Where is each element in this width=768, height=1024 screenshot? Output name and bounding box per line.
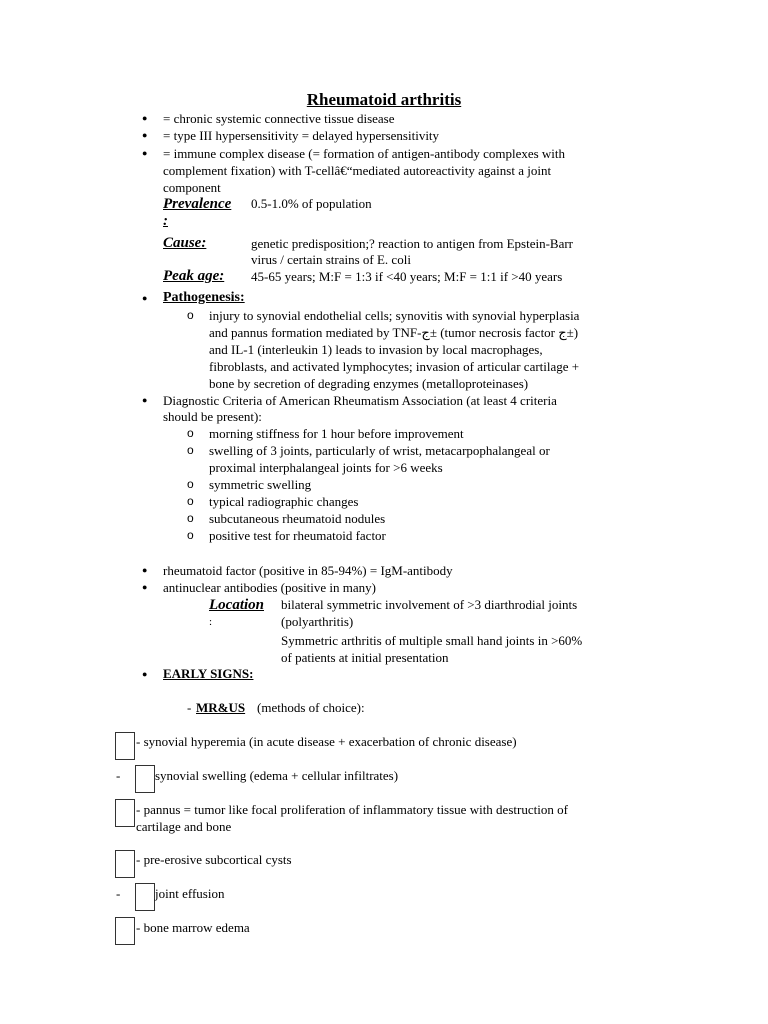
image-placeholder-box — [135, 765, 155, 793]
intro-line-5: component — [163, 180, 221, 195]
early-sign-item: synovial swelling (edema + cellular infiltrates) — [155, 768, 399, 783]
pathogenesis-line-4: fibroblasts, and activated lymphocytes; invasion of articular cartilage + — [209, 359, 580, 374]
image-placeholder-box — [135, 883, 155, 911]
criteria-item: positive test for rheumatoid factor — [209, 528, 386, 543]
location-line-1: bilateral symmetric involvement of >3 diarthrodial joints — [281, 597, 578, 612]
early-sign-item: - pre-erosive subcortical cysts — [136, 852, 292, 867]
bullet-icon: ● — [142, 130, 148, 140]
mrus-label: MR&US — [196, 700, 246, 715]
early-signs-label: EARLY SIGNS: — [163, 666, 254, 681]
peak-age-label: Peak age: — [163, 268, 225, 284]
bullet-icon: ● — [142, 669, 148, 679]
intro-line-3: = immune complex disease (= formation of antigen-antibody complexes with — [163, 146, 566, 161]
circle-bullet-icon: o — [187, 477, 194, 491]
intro-line-4: complement fixation) with T-cellâ€“mediated autoreactivity against a joint — [163, 163, 552, 178]
page-title: Rheumatoid arthritis — [306, 90, 462, 109]
pathogenesis-line-3: and IL-1 (interleukin 1) leads to invasion by local macrophages, — [209, 342, 543, 357]
location-line-2: (polyarthritis) — [281, 614, 354, 629]
image-placeholder-box — [115, 850, 135, 878]
pathogenesis-line-1: injury to synovial endothelial cells; synovitis with synovial hyperplasia — [209, 308, 580, 323]
early-sign-item: - bone marrow edema — [136, 920, 250, 935]
mrus-dash: - — [187, 700, 192, 715]
location-label: Location — [209, 597, 264, 613]
early-sign-item: joint effusion — [155, 886, 225, 901]
circle-bullet-icon: o — [187, 528, 194, 542]
location-label-tail: : — [209, 616, 213, 628]
image-placeholder-box — [115, 799, 135, 827]
cause-line-2: virus / certain strains of E. coli — [251, 252, 411, 267]
criteria-item: morning stiffness for 1 hour before improvement — [209, 426, 464, 441]
antibody-line-1: rheumatoid factor (positive in 85-94%) = IgM-antibody — [163, 563, 453, 578]
location-line-4: of patients at initial presentation — [281, 650, 449, 665]
image-placeholder-box — [115, 732, 135, 760]
circle-bullet-icon: o — [187, 494, 194, 508]
criteria-item: swelling of 3 joints, particularly of wrist, metacarpophalangeal or — [209, 443, 550, 458]
bullet-icon: ● — [142, 293, 148, 303]
bullet-icon: ● — [142, 582, 148, 592]
peak-age-value: 45-65 years; M:F = 1:3 if <40 years; M:F = 1:1 if >40 years — [251, 269, 563, 284]
bullet-icon: ● — [142, 148, 148, 158]
cause-label: Cause: — [163, 235, 207, 251]
pathogenesis-line-5: bone by secretion of degrading enzymes (metalloproteinases) — [209, 376, 529, 391]
bullet-icon: ● — [142, 565, 148, 575]
early-sign-item: - synovial hyperemia (in acute disease + exacerbation of chronic disease) — [136, 734, 517, 749]
early-sign-item-cont: cartilage and bone — [136, 819, 232, 834]
circle-bullet-icon: o — [187, 426, 194, 440]
criteria-line-2: should be present): — [163, 409, 262, 424]
early-sign-item: - pannus = tumor like focal proliferation of inflammatory tissue with destruction of — [136, 802, 568, 817]
location-line-3: Symmetric arthritis of multiple small hand joints in >60% — [281, 633, 583, 648]
intro-line-1: = chronic systemic connective tissue disease — [163, 111, 395, 126]
circle-bullet-icon: o — [187, 308, 194, 322]
criteria-item: subcutaneous rheumatoid nodules — [209, 511, 386, 526]
image-placeholder-box — [115, 917, 135, 945]
circle-bullet-icon: o — [187, 511, 194, 525]
prevalence-value: 0.5-1.0% of population — [251, 196, 372, 211]
intro-line-2: = type III hypersensitivity = delayed hypersensitivity — [163, 128, 440, 143]
prevalence-label: Prevalence — [163, 196, 232, 212]
pathogenesis-line-2: and pannus formation mediated by TNF-ج± (tumor necrosis factor ج±) — [209, 325, 579, 340]
pathogenesis-label: Pathogenesis: — [163, 290, 245, 305]
criteria-line-1: Diagnostic Criteria of American Rheumatism Association (at least 4 criteria — [163, 393, 557, 408]
early-sign-dash: - — [116, 886, 121, 901]
criteria-item: symmetric swelling — [209, 477, 312, 492]
early-sign-dash: - — [116, 768, 121, 783]
circle-bullet-icon: o — [187, 443, 194, 457]
criteria-item: typical radiographic changes — [209, 494, 359, 509]
prevalence-label-tail: : — [163, 213, 168, 229]
criteria-item-cont: proximal interphalangeal joints for >6 weeks — [209, 460, 443, 475]
cause-line-1: genetic predisposition;? reaction to antigen from Epstein-Barr — [251, 236, 574, 251]
bullet-icon: ● — [142, 395, 148, 405]
antibody-line-2: antinuclear antibodies (positive in many) — [163, 580, 376, 595]
mrus-tail: (methods of choice): — [257, 700, 365, 715]
bullet-icon: ● — [142, 113, 148, 123]
